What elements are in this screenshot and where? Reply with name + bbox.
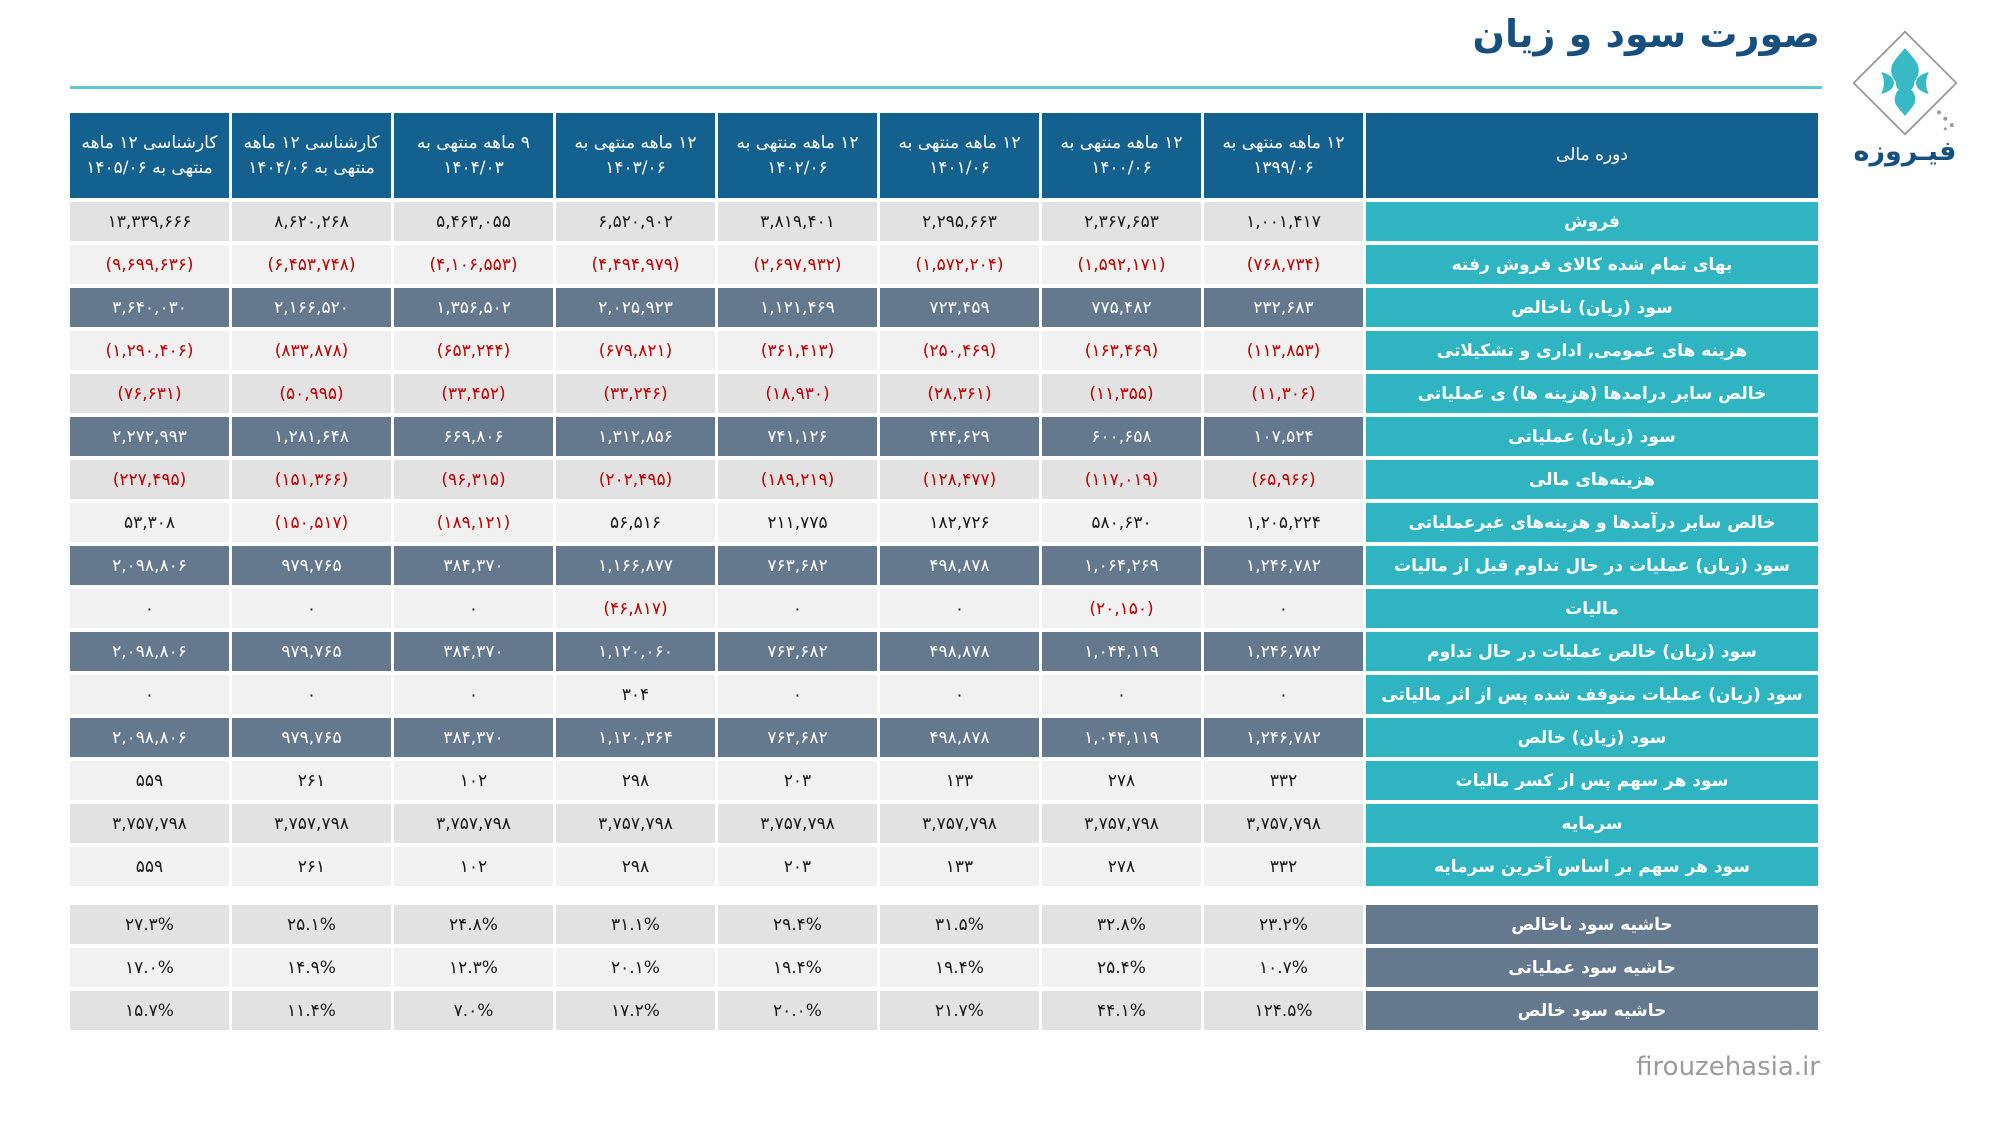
value-cell: ۲,۰۹۸,۸۰۶ — [70, 718, 229, 757]
value-cell: ۰ — [232, 589, 391, 628]
row-label: حاشیه سود ناخالص — [1366, 905, 1818, 944]
firouzeh-logo-icon — [1850, 28, 1960, 138]
value-cell: ۶,۵۲۰,۹۰۲ — [556, 202, 715, 241]
value-cell: ۲۴.۸% — [394, 905, 553, 944]
value-cell: ۲,۲۹۵,۶۶۳ — [880, 202, 1039, 241]
value-cell: ۴۹۸,۸۷۸ — [880, 546, 1039, 585]
value-cell: ۲۱.۷% — [880, 991, 1039, 1030]
value-cell: ۰ — [718, 589, 877, 628]
row-label: حاشیه سود عملیاتی — [1366, 948, 1818, 987]
table-row — [70, 460, 1818, 499]
value-cell: ۳۰۴ — [556, 675, 715, 714]
column-header — [718, 113, 877, 198]
value-cell: ۲۵.۴% — [1042, 948, 1201, 987]
column-header-line1: کارشناسی ۱۲ ماهه — [243, 132, 380, 153]
value-cell: ۱۹.۴% — [880, 948, 1039, 987]
value-cell: ۳,۷۵۷,۷۹۸ — [70, 804, 229, 843]
value-cell: ۲۰.۱% — [556, 948, 715, 987]
value-cell: ۴۹۸,۸۷۸ — [880, 718, 1039, 757]
value-cell: ۳۳۲ — [1204, 847, 1363, 886]
value-cell: (۱۵۰,۵۱۷) — [232, 503, 391, 542]
value-cell: (۱۱۷,۰۱۹) — [1042, 460, 1201, 499]
site-footer: firouzehasia.ir — [1636, 1052, 1820, 1082]
value-cell: (۲۰,۱۵۰) — [1042, 589, 1201, 628]
value-cell: (۵۰,۹۹۵) — [232, 374, 391, 413]
value-cell: ۳,۷۵۷,۷۹۸ — [394, 804, 553, 843]
column-header — [1204, 113, 1363, 198]
value-cell: ۱۴.۹% — [232, 948, 391, 987]
value-cell: ۷۴۱,۱۲۶ — [718, 417, 877, 456]
value-cell: ۵۵۹ — [70, 847, 229, 886]
value-cell: ۵۸۰,۶۳۰ — [1042, 503, 1201, 542]
value-cell: (۱۱,۳۵۵) — [1042, 374, 1201, 413]
column-header — [1042, 113, 1201, 198]
value-cell: ۱۸۲,۷۲۶ — [880, 503, 1039, 542]
value-cell: ۷۶۳,۶۸۲ — [718, 632, 877, 671]
value-cell: ۷۲۳,۴۵۹ — [880, 288, 1039, 327]
value-cell: ۰ — [70, 589, 229, 628]
value-cell: ۱۲۴.۵% — [1204, 991, 1363, 1030]
value-cell: ۶۶۹,۸۰۶ — [394, 417, 553, 456]
value-cell: ۳۸۴,۳۷۰ — [394, 718, 553, 757]
column-header-line1: ۱۲ ماهه منتهی به — [1222, 132, 1345, 153]
value-cell: (۹,۶۹۹,۶۳۶) — [70, 245, 229, 284]
value-cell: (۳۳,۴۵۲) — [394, 374, 553, 413]
table-header-row — [70, 113, 1818, 198]
column-header-line1: ۱۲ ماهه منتهی به — [1060, 132, 1183, 153]
value-cell: ۳,۷۵۷,۷۹۸ — [1204, 804, 1363, 843]
value-cell: (۶,۴۵۳,۷۴۸) — [232, 245, 391, 284]
table-row — [70, 589, 1818, 628]
value-cell: ۵۳,۳۰۸ — [70, 503, 229, 542]
column-header — [556, 113, 715, 198]
value-cell: ۷.۰% — [394, 991, 553, 1030]
value-cell: ۹۷۹,۷۶۵ — [232, 632, 391, 671]
value-cell: (۱۵۱,۳۶۶) — [232, 460, 391, 499]
value-cell: ۹۷۹,۷۶۵ — [232, 546, 391, 585]
value-cell: ۱,۳۵۶,۵۰۲ — [394, 288, 553, 327]
table-row — [70, 948, 1818, 987]
value-cell: ۱,۳۱۲,۸۵۶ — [556, 417, 715, 456]
table-row — [70, 718, 1818, 757]
value-cell: ۲,۲۷۲,۹۹۳ — [70, 417, 229, 456]
value-cell: (۱,۲۹۰,۴۰۶) — [70, 331, 229, 370]
title-underline — [70, 86, 1822, 89]
value-cell: (۱,۵۷۲,۲۰۴) — [880, 245, 1039, 284]
value-cell: ۱۷.۰% — [70, 948, 229, 987]
table-body — [70, 202, 1818, 886]
column-header-line1: ۱۲ ماهه منتهی به — [574, 132, 697, 153]
value-cell: ۱,۰۰۱,۴۱۷ — [1204, 202, 1363, 241]
value-cell: ۳۱.۱% — [556, 905, 715, 944]
value-cell: ۳۸۴,۳۷۰ — [394, 546, 553, 585]
value-cell: ۲۷۸ — [1042, 761, 1201, 800]
value-cell: ۳,۷۵۷,۷۹۸ — [880, 804, 1039, 843]
value-cell: ۳۲.۸% — [1042, 905, 1201, 944]
value-cell: (۲۰۲,۴۹۵) — [556, 460, 715, 499]
value-cell: ۳,۷۵۷,۷۹۸ — [232, 804, 391, 843]
value-cell: ۶۰۰,۶۵۸ — [1042, 417, 1201, 456]
value-cell: ۲۷.۳% — [70, 905, 229, 944]
income-statement-table — [70, 113, 1818, 1034]
margin-section — [70, 905, 1818, 1030]
value-cell: (۸۳۳,۸۷۸) — [232, 331, 391, 370]
value-cell: ۲,۱۶۶,۵۲۰ — [232, 288, 391, 327]
value-cell: ۱۰.۷% — [1204, 948, 1363, 987]
value-cell: (۹۶,۳۱۵) — [394, 460, 553, 499]
row-label: خالص سایر درآمدها و هزینه‌های غیرعملیاتی — [1366, 503, 1818, 542]
value-cell: ۱۳۳ — [880, 761, 1039, 800]
value-cell: (۶۵۳,۲۴۴) — [394, 331, 553, 370]
table-row — [70, 761, 1818, 800]
table-row — [70, 905, 1818, 944]
table-row — [70, 374, 1818, 413]
value-cell: (۱۸۹,۱۲۱) — [394, 503, 553, 542]
value-cell: (۷۶۸,۷۳۴) — [1204, 245, 1363, 284]
row-label: سود (زیان) خالص عملیات در حال تداوم — [1366, 632, 1818, 671]
value-cell: (۱۱۳,۸۵۳) — [1204, 331, 1363, 370]
value-cell: (۴,۴۹۴,۹۷۹) — [556, 245, 715, 284]
value-cell: ۳۸۴,۳۷۰ — [394, 632, 553, 671]
row-label: سود (زیان) خالص — [1366, 718, 1818, 757]
value-cell: ۲۵.۱% — [232, 905, 391, 944]
value-cell: ۷۶۳,۶۸۲ — [718, 546, 877, 585]
value-cell: (۴۶,۸۱۷) — [556, 589, 715, 628]
value-cell: ۱۳,۳۳۹,۶۶۶ — [70, 202, 229, 241]
value-cell: ۲۶۱ — [232, 761, 391, 800]
value-cell: ۳۳۲ — [1204, 761, 1363, 800]
row-label: مالیات — [1366, 589, 1818, 628]
value-cell: ۲,۰۲۵,۹۲۳ — [556, 288, 715, 327]
value-cell: ۷۶۳,۶۸۲ — [718, 718, 877, 757]
column-header-line2: ۱۴۰۳/۰۶ — [605, 157, 666, 178]
row-label: سود (زیان) عملیاتی — [1366, 417, 1818, 456]
value-cell: ۷۷۵,۴۸۲ — [1042, 288, 1201, 327]
value-cell: ۵۶,۵۱۶ — [556, 503, 715, 542]
value-cell: ۹۷۹,۷۶۵ — [232, 718, 391, 757]
value-cell: ۱,۲۴۶,۷۸۲ — [1204, 718, 1363, 757]
column-header — [232, 113, 391, 198]
value-cell: ۳۱.۵% — [880, 905, 1039, 944]
column-header-line1: ۹ ماهه منتهی به — [417, 132, 530, 153]
value-cell: (۶۵,۹۶۶) — [1204, 460, 1363, 499]
period-header: دوره مالی — [1366, 113, 1818, 198]
value-cell: ۱,۰۶۴,۲۶۹ — [1042, 546, 1201, 585]
table-row — [70, 675, 1818, 714]
value-cell: (۶۷۹,۸۲۱) — [556, 331, 715, 370]
row-label: فروش — [1366, 202, 1818, 241]
value-cell: ۰ — [1204, 589, 1363, 628]
value-cell: ۰ — [232, 675, 391, 714]
column-header-line2: ۱۴۰۰/۰۶ — [1091, 157, 1152, 178]
row-label: هزینه‌های مالی — [1366, 460, 1818, 499]
column-header-line2: ۱۳۹۹/۰۶ — [1253, 157, 1314, 178]
table-row — [70, 288, 1818, 327]
value-cell: ۱,۲۸۱,۶۴۸ — [232, 417, 391, 456]
value-cell: ۳,۶۴۰,۰۳۰ — [70, 288, 229, 327]
row-label: سود هر سهم بر اساس آخرین سرمایه — [1366, 847, 1818, 886]
value-cell: ۳,۷۵۷,۷۹۸ — [556, 804, 715, 843]
value-cell: ۱,۲۰۵,۲۲۴ — [1204, 503, 1363, 542]
value-cell: ۰ — [718, 675, 877, 714]
value-cell: ۱۷.۲% — [556, 991, 715, 1030]
value-cell: ۱۰۲ — [394, 761, 553, 800]
value-cell: (۱۸,۹۳۰) — [718, 374, 877, 413]
table-row — [70, 417, 1818, 456]
column-header — [70, 113, 229, 198]
column-header-line2: منتهی به ۱۴۰۴/۰۶ — [248, 157, 375, 178]
value-cell: ۱۵.۷% — [70, 991, 229, 1030]
value-cell: ۱,۲۴۶,۷۸۲ — [1204, 632, 1363, 671]
row-label: حاشیه سود خالص — [1366, 991, 1818, 1030]
value-cell: (۷۶,۶۳۱) — [70, 374, 229, 413]
column-header-line1: کارشناسی ۱۲ ماهه — [81, 132, 218, 153]
value-cell: ۱,۲۴۶,۷۸۲ — [1204, 546, 1363, 585]
section-gap — [70, 890, 1818, 905]
column-header-line2: ۱۴۰۱/۰۶ — [929, 157, 990, 178]
row-label: سود هر سهم پس از کسر مالیات — [1366, 761, 1818, 800]
value-cell: ۰ — [394, 675, 553, 714]
value-cell: ۱۳۳ — [880, 847, 1039, 886]
value-cell: (۲۸,۳۶۱) — [880, 374, 1039, 413]
value-cell: ۱۱.۴% — [232, 991, 391, 1030]
value-cell: (۲۲۷,۴۹۵) — [70, 460, 229, 499]
value-cell: (۱,۵۹۲,۱۷۱) — [1042, 245, 1201, 284]
table-row — [70, 991, 1818, 1030]
value-cell: ۱,۱۲۰,۰۶۰ — [556, 632, 715, 671]
value-cell: ۳,۷۵۷,۷۹۸ — [718, 804, 877, 843]
value-cell: (۱۸۹,۲۱۹) — [718, 460, 877, 499]
value-cell: ۴۴.۱% — [1042, 991, 1201, 1030]
column-header — [394, 113, 553, 198]
value-cell: ۳,۸۱۹,۴۰۱ — [718, 202, 877, 241]
row-label: سود (زیان) ناخالص — [1366, 288, 1818, 327]
value-cell: ۲۹۸ — [556, 847, 715, 886]
value-cell: ۵,۴۶۳,۰۵۵ — [394, 202, 553, 241]
value-cell: ۱۰۲ — [394, 847, 553, 886]
value-cell: ۲۰۳ — [718, 847, 877, 886]
value-cell: ۰ — [1042, 675, 1201, 714]
value-cell: ۲۳۲,۶۸۳ — [1204, 288, 1363, 327]
value-cell: ۲۱۱,۷۷۵ — [718, 503, 877, 542]
row-label: بهای تمام شده کالای فروش رفته — [1366, 245, 1818, 284]
table-row — [70, 804, 1818, 843]
column-header-line1: ۱۲ ماهه منتهی به — [736, 132, 859, 153]
row-label: هزینه های عمومی, اداری و تشکیلاتی — [1366, 331, 1818, 370]
value-cell: ۵۵۹ — [70, 761, 229, 800]
page-title: صورت سود و زیان — [1472, 12, 1820, 56]
row-label: خالص سایر درامدها (هزینه ها) ی عملیاتی — [1366, 374, 1818, 413]
value-cell: ۲۳.۲% — [1204, 905, 1363, 944]
value-cell: ۲,۰۹۸,۸۰۶ — [70, 632, 229, 671]
value-cell: (۲۵۰,۴۶۹) — [880, 331, 1039, 370]
value-cell: ۳,۷۵۷,۷۹۸ — [1042, 804, 1201, 843]
value-cell: ۱۰۷,۵۲۴ — [1204, 417, 1363, 456]
value-cell: ۴۴۴,۶۲۹ — [880, 417, 1039, 456]
row-label: سرمایه — [1366, 804, 1818, 843]
column-header — [880, 113, 1039, 198]
value-cell: ۱,۱۲۱,۴۶۹ — [718, 288, 877, 327]
column-header-line1: ۱۲ ماهه منتهی به — [898, 132, 1021, 153]
firouzeh-logo — [1840, 28, 1970, 167]
value-cell: ۲۶۱ — [232, 847, 391, 886]
value-cell: ۱,۱۲۰,۳۶۴ — [556, 718, 715, 757]
value-cell: ۱۹.۴% — [718, 948, 877, 987]
value-cell: ۰ — [70, 675, 229, 714]
value-cell: ۲,۰۹۸,۸۰۶ — [70, 546, 229, 585]
value-cell: ۱,۱۶۶,۸۷۷ — [556, 546, 715, 585]
table-row — [70, 847, 1818, 886]
value-cell: ۰ — [394, 589, 553, 628]
value-cell: ۴۹۸,۸۷۸ — [880, 632, 1039, 671]
table-row — [70, 503, 1818, 542]
firouzeh-logo-text: فیـروزه — [1853, 136, 1957, 167]
value-cell: (۱۶۳,۴۶۹) — [1042, 331, 1201, 370]
row-label: سود (زیان) عملیات در حال تداوم قبل از مالیات — [1366, 546, 1818, 585]
row-label: سود (زیان) عملیات متوقف شده پس از اثر مالیاتی — [1366, 675, 1818, 714]
value-cell: (۳۳,۲۴۶) — [556, 374, 715, 413]
table-row — [70, 245, 1818, 284]
value-cell: (۱۲۸,۴۷۷) — [880, 460, 1039, 499]
value-cell: (۳۶۱,۴۱۳) — [718, 331, 877, 370]
value-cell: ۲۷۸ — [1042, 847, 1201, 886]
value-cell: (۲,۶۹۷,۹۳۲) — [718, 245, 877, 284]
column-header-line2: ۱۴۰۲/۰۶ — [767, 157, 828, 178]
value-cell: ۰ — [880, 675, 1039, 714]
value-cell: ۲,۳۶۷,۶۵۳ — [1042, 202, 1201, 241]
value-cell: (۴,۱۰۶,۵۵۳) — [394, 245, 553, 284]
table-row — [70, 546, 1818, 585]
table-row — [70, 331, 1818, 370]
value-cell: ۰ — [880, 589, 1039, 628]
value-cell: ۰ — [1204, 675, 1363, 714]
table-row — [70, 202, 1818, 241]
value-cell: ۱۲.۳% — [394, 948, 553, 987]
value-cell: ۸,۶۲۰,۲۶۸ — [232, 202, 391, 241]
column-header-line2: ۱۴۰۴/۰۳ — [443, 157, 504, 178]
value-cell: ۱,۰۴۴,۱۱۹ — [1042, 632, 1201, 671]
value-cell: ۲۹۸ — [556, 761, 715, 800]
value-cell: ۲۰۳ — [718, 761, 877, 800]
value-cell: ۱,۰۴۴,۱۱۹ — [1042, 718, 1201, 757]
value-cell: ۲۹.۴% — [718, 905, 877, 944]
table-row — [70, 632, 1818, 671]
value-cell: ۲۰.۰% — [718, 991, 877, 1030]
column-header-line2: منتهی به ۱۴۰۵/۰۶ — [86, 157, 213, 178]
value-cell: (۱۱,۳۰۶) — [1204, 374, 1363, 413]
